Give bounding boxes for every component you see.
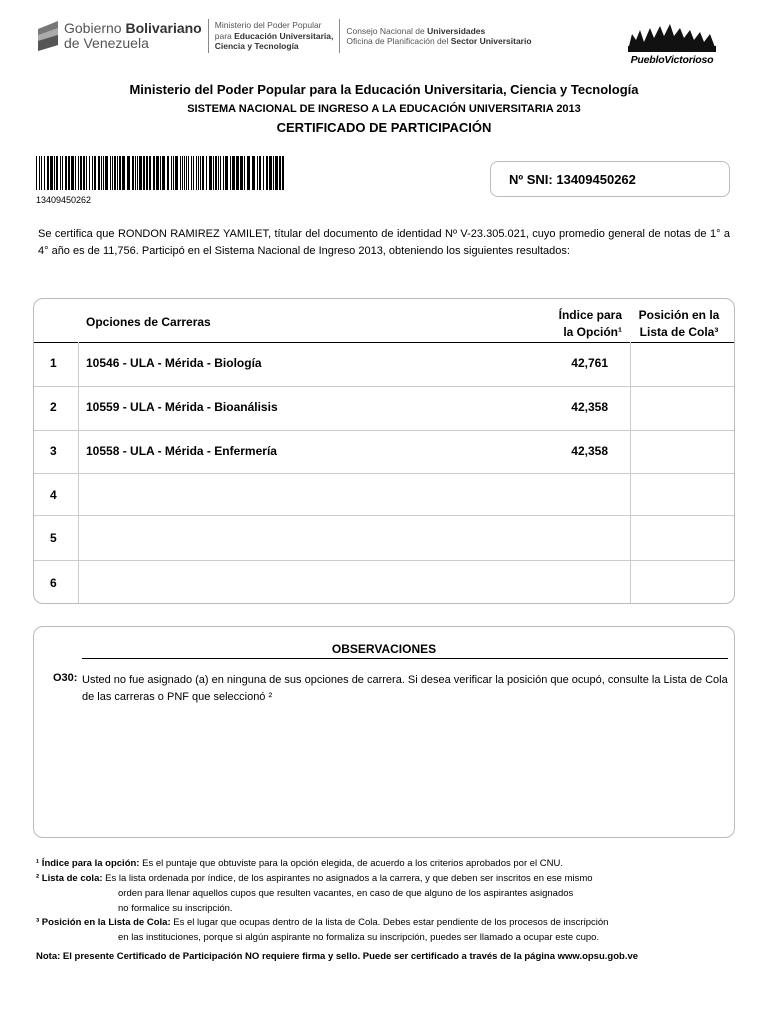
barcode-bar [230,156,231,190]
barcode-bar [39,156,40,190]
barcode-bar [86,156,87,190]
barcode-bar [175,156,178,190]
footnote-3-text1: Es el lugar que ocupas dentro de la lista de Cola. Debes estar pendiente de los procesos de inscripción [173,917,609,928]
row-indice: 42,358 [571,444,608,458]
barcode-bar [135,156,136,190]
barcode-bar [167,156,169,190]
barcode-bar [186,156,187,190]
col-divider [78,342,79,603]
barcode-bar [223,156,224,190]
barcode-bar [54,156,55,190]
row-number: 3 [50,444,57,458]
barcode-bar [182,156,183,190]
barcode-bar [92,156,93,190]
barcode-bar [110,156,111,190]
barcode-bar [83,156,85,190]
barcode-bar [200,156,201,190]
row-number: 1 [50,356,57,370]
barcode-bar [36,156,37,190]
consejo-line1a: Consejo Nacional de [346,25,425,36]
barcode-bar [94,156,96,190]
col-posicion-header-2: Lista de Cola³ [639,325,719,339]
barcode-bar [119,156,121,190]
ministerio-line2a: para [214,30,232,41]
col-indice-header [512,307,622,341]
header-separator-2 [339,19,340,53]
observaciones-underline [82,658,728,659]
gob-text-line2: de Venezuela [64,35,149,51]
barcode-bar [117,156,118,190]
barcode-bar [137,156,138,190]
barcode-bar [153,156,155,190]
barcode-bar [105,156,108,190]
barcode-bar [60,156,61,190]
gob-text-b: Bolivariano [125,20,202,36]
barcode-bar [149,156,151,190]
sni-number: Nº SNI: 13409450262 [509,171,636,187]
sni-box [490,161,730,197]
row-number: 4 [50,488,57,502]
barcode-bar [269,156,272,190]
barcode-bar [101,156,102,190]
pueblo-victorioso-logo [624,20,720,66]
sistema-title: SISTEMA NACIONAL DE INGRESO A LA EDUCACIÓN UNIVERSITARIA 2013 [187,103,581,115]
footnote-2 [36,872,593,885]
ministerio-line1: Ministerio del Poder Popular [214,20,322,31]
row-indice: 42,358 [571,400,608,414]
row-number: 6 [50,576,57,590]
barcode-bar [80,156,82,190]
barcode-bar [188,156,189,190]
certification-paragraph: Se certifica que RONDON RAMIREZ YAMILET, títular del documento de identidad Nº V-23.305.021, cuyo promedio general de notas de 1° a 4° año es de 11,756. Participó en el Sistema Nacional de Ingreso 2013, obteniendo los siguientes resultados: [38,228,730,257]
barcode-bar [132,156,134,190]
footnote-1 [36,857,563,870]
ministerio-title: Ministerio del Poder Popular para la Educación Universitaria, Ciencia y Tecnología [129,82,639,97]
col-posicion-header-1: Posición en la [638,308,720,322]
barcode-bar [78,156,79,190]
barcode-bar [47,156,49,190]
barcode-bar [62,156,63,190]
col-opciones-header: Opciones de Carreras [86,315,211,329]
pueblo-logo-text: PuebloVictorioso [630,54,714,66]
consejo-line2a: Oficina de Planificación del [346,36,449,46]
footnote-3-label: ³ Posición en la Lista de Cola: [36,917,171,928]
barcode-bar [266,156,268,190]
row-number: 5 [50,531,57,545]
barcode-bar [89,156,90,190]
row-carrera: 10559 - ULA - Mérida - Bioanálisis [86,400,278,414]
barcode-bar [112,156,113,190]
barcode-bar [44,156,45,190]
barcode-number: 13409450262 [36,195,92,205]
ministerio-line2b: Educación Universitaria, [234,30,334,41]
barcode-bar [50,156,53,190]
footnote-2-label: ² Lista de cola: [36,873,103,884]
barcode-bar [171,156,172,190]
barcode-bar [162,156,165,190]
observaciones-title: OBSERVACIONES [331,642,437,656]
ministerio-line3: Ciencia y Tecnología [214,41,299,52]
col-posicion-header [626,307,732,341]
gobierno-logo [36,16,532,56]
barcode-bar [240,156,243,190]
footnote-1-text: Es el puntaje que obtuviste para la opción elegida, de acuerdo a los criterios aprobados por el CNU. [142,858,564,869]
barcode-bar [247,156,250,190]
row-divider [34,560,734,561]
row-carrera: 10546 - ULA - Mérida - Biología [86,356,262,370]
barcode [36,156,286,190]
opciones-table [33,298,735,604]
barcode-bar [225,156,228,190]
ministerio-logo-text [215,20,334,52]
nota: Nota: El presente Certificado de Participación NO requiere firma y sello. Puede ser certificado a través de la página www.opsu.gob.ve [36,951,639,962]
barcode-bar [173,156,174,190]
barcode-bar [146,156,148,190]
barcode-bar [184,156,185,190]
consejo-line2b: Sector Universitario [450,36,532,46]
barcode-bar [180,156,181,190]
col-indice-header-2: la Opción¹ [563,325,622,339]
row-divider [34,515,734,516]
barcode-bar [275,156,278,190]
barcode-bar [103,156,104,190]
observacion-text: Usted no fue asignado (a) en ninguna de sus opciones de carrera. Si desea verificar la posición que ocupó, consulte la Lista de Cola de las carreras o PNF que seleccionó ² [82,674,728,703]
barcode-bar [127,156,130,190]
barcode-bar [259,156,261,190]
row-divider [34,386,734,387]
barcode-bar [143,156,145,190]
observacion-code: O30: [53,672,78,684]
barcode-bar [98,156,100,190]
barcode-bar [114,156,116,190]
row-indice: 42,761 [571,356,608,370]
header-separator [208,19,209,53]
barcode-bar [252,156,255,190]
barcode-bar [220,156,221,190]
crowd-icon [624,20,720,54]
barcode-bar [282,156,284,190]
row-divider [34,430,734,431]
barcode-bar [273,156,274,190]
barcode-bar [209,156,212,190]
row-number: 2 [50,400,57,414]
flag-icon [36,19,62,53]
barcode-bar [198,156,199,190]
barcode-bar [191,156,192,190]
barcode-bar [206,156,207,190]
barcode-bar [244,156,245,190]
col-divider [630,342,631,603]
footnote-1-label: ¹ Índice para la opción: [36,858,140,869]
barcode-bar [218,156,219,190]
row-divider [34,473,734,474]
barcode-bar [232,156,235,190]
barcode-bar [71,156,74,190]
footnote-2-text1: Es la lista ordenada por índice, de los aspirantes no asignados a la carrera, y que deben ser inscritos en ese mismo [105,873,593,884]
barcode-bar [236,156,239,190]
consejo-line1b: Universidades [427,25,486,36]
col-indice-header-1: Índice para [558,308,622,322]
footnote-3-cont: en las instituciones, porque si algún aspirante no formaliza su inscripción, puedes ser llamado a ocupar este cupo. [118,932,600,943]
consejo-logo-text [346,26,531,47]
barcode-bar [68,156,70,190]
barcode-bar [196,156,197,190]
barcode-bar [263,156,264,190]
barcode-bar [279,156,281,190]
header-divider [34,342,734,343]
barcode-bar [122,156,125,190]
footnote-2-cont: orden para llenar aquellos cupos que resulten vacantes, en caso de que alguno de los aspirantes asignados [118,888,574,899]
barcode-bar [193,156,194,190]
barcode-bar [139,156,142,190]
barcode-bar [160,156,161,190]
footnote-2-cont2: no formalice su inscripción. [118,903,233,914]
barcode-bar [202,156,204,190]
barcode-bar [215,156,217,190]
gob-text-a: Gobierno [64,20,122,36]
row-carrera: 10558 - ULA - Mérida - Enfermería [86,444,277,458]
certificado-title: CERTIFICADO DE PARTICIPACIÓN [276,120,492,135]
footnote-3 [36,916,608,929]
barcode-bar [75,156,76,190]
barcode-bar [56,156,58,190]
barcode-bar [65,156,67,190]
barcode-bar [41,156,42,190]
barcode-bar [257,156,258,190]
barcode-bar [213,156,214,190]
barcode-bar [156,156,159,190]
